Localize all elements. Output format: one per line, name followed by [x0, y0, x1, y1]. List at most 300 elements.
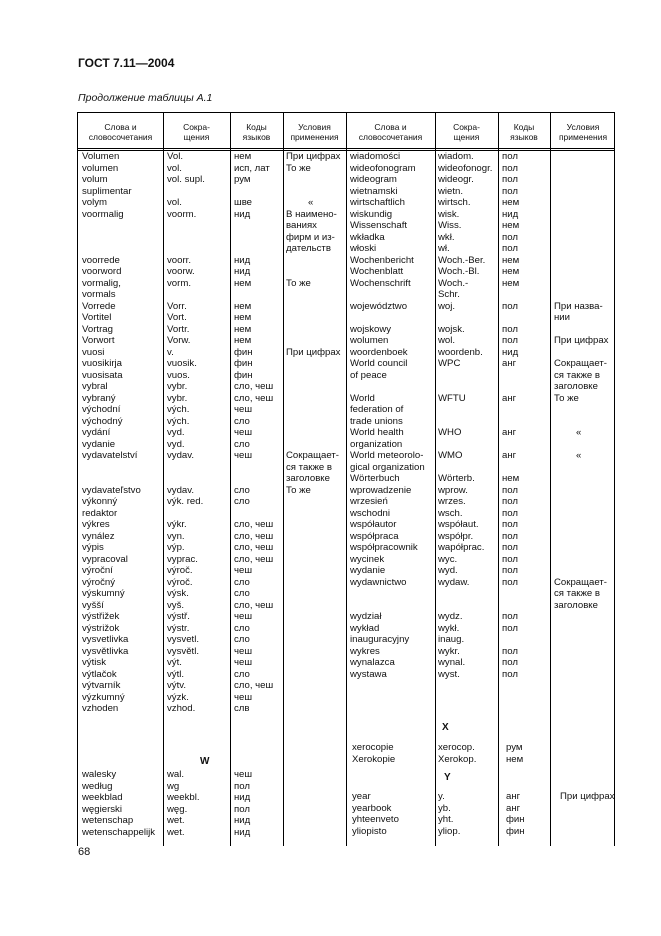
- left-cell-word: vynález: [82, 530, 115, 542]
- right-row: [346, 163, 616, 175]
- right-row: [346, 289, 616, 301]
- right-x-row: [346, 754, 616, 766]
- right-cell-abbr: wydaw.: [438, 576, 470, 588]
- left-cell-lang: нем: [234, 335, 252, 346]
- left-cell-abbr: výroč.: [167, 576, 193, 588]
- left-row: [78, 243, 346, 255]
- left-cell-abbr: vybr.: [167, 381, 188, 392]
- left-w-cell-word: weekblad: [82, 792, 123, 803]
- right-cell-abbr: wsch.: [438, 507, 463, 519]
- right-x-cell-lang: нем: [506, 753, 524, 765]
- right-cell-lang: нем: [502, 220, 520, 231]
- right-cell-lang: пол: [502, 530, 518, 542]
- left-row: [78, 577, 346, 589]
- left-cell-word: voorrede: [82, 254, 120, 266]
- right-cell-lang: пол: [502, 335, 518, 346]
- right-cell-cond: ся также в: [554, 588, 600, 599]
- left-cell-word: vypracoval: [82, 553, 128, 565]
- left-row: [78, 680, 346, 692]
- left-row: [78, 600, 346, 612]
- left-w-row: [78, 815, 346, 827]
- left-row: [78, 462, 346, 474]
- right-row: [346, 358, 616, 370]
- header-lang-right: Коды языков: [510, 121, 538, 142]
- page-number: 68: [78, 846, 91, 858]
- left-row: [78, 439, 346, 451]
- left-cell-word: výskumný: [82, 588, 125, 599]
- left-row: [78, 450, 346, 462]
- left-cell-word: vydání: [82, 427, 111, 438]
- right-cell-lang: пол: [502, 243, 518, 254]
- header-words-left: Слова и словосочетания: [88, 121, 153, 142]
- right-cell-abbr: Wiss.: [438, 220, 462, 231]
- left-cell-word: výroční: [82, 565, 113, 576]
- right-row: [346, 508, 616, 520]
- left-cell-word: výtisk: [82, 657, 106, 668]
- left-cell-word: výtlačok: [82, 668, 117, 680]
- right-row: [346, 588, 616, 600]
- right-cell-word: wycinek: [350, 553, 385, 565]
- section-letter-x: X: [442, 722, 449, 733]
- left-cell-word: výkres: [82, 519, 110, 530]
- right-cell-word: trade unions: [350, 415, 403, 427]
- left-cell-lang: сло: [234, 496, 250, 507]
- left-row: [78, 404, 346, 416]
- right-x-cell-word: xerocopie: [352, 742, 394, 753]
- left-cell-word: Vortrag: [82, 323, 113, 335]
- right-row: [346, 611, 616, 623]
- left-row: [78, 370, 346, 382]
- left-cell-word: vuosi: [82, 346, 105, 358]
- right-cell-word: współpraca: [350, 530, 399, 542]
- left-cell-lang: фин: [234, 369, 253, 381]
- left-row: [78, 542, 346, 554]
- section-letter-w: W: [200, 756, 210, 767]
- header-abbr-right: Сокра- щения: [453, 121, 480, 142]
- left-row: [78, 266, 346, 278]
- right-cell-lang: пол: [502, 565, 518, 576]
- left-cell-abbr: vol.: [167, 162, 182, 174]
- left-cell-lang: нем: [234, 151, 252, 162]
- right-cell-lang: пол: [502, 185, 518, 197]
- left-cell-word: výstřižek: [82, 611, 120, 622]
- right-cell-lang: пол: [502, 542, 518, 553]
- left-row: [78, 657, 346, 669]
- right-cell-word: wydział: [350, 611, 382, 622]
- right-x-cell-abbr: Xerokop.: [438, 753, 477, 765]
- left-cell-lang: чеш: [234, 611, 253, 622]
- left-row: [78, 289, 346, 301]
- right-cell-word: wkładka: [350, 231, 385, 243]
- left-row: [78, 324, 346, 336]
- left-cell-abbr: výzk.: [167, 691, 189, 703]
- right-cell-word: World health: [350, 427, 404, 438]
- right-y-row: [346, 803, 616, 815]
- left-cell-word: vormalig,: [82, 277, 121, 289]
- right-row: [346, 151, 616, 163]
- left-cell-word: východný: [82, 415, 123, 427]
- right-cell-abbr: wapółprac.: [438, 542, 485, 553]
- left-cell-abbr: voorr.: [167, 254, 191, 266]
- right-cell-lang: нид: [502, 346, 519, 358]
- right-row: [346, 427, 616, 439]
- left-w-cell-abbr: wal.: [167, 769, 185, 780]
- left-w-cell-word: wetenschappelijk: [82, 826, 156, 838]
- left-cell-abbr: vydav.: [167, 450, 195, 461]
- table-caption: Продолжение таблицы А.1: [78, 92, 213, 104]
- right-cell-word: Wissenschaft: [350, 220, 408, 231]
- left-cell-word: vydavateľstvo: [82, 484, 141, 496]
- left-cell-abbr: Vort.: [167, 312, 187, 323]
- right-cell-lang: нем: [502, 266, 520, 277]
- right-cell-abbr: WHO: [438, 427, 462, 438]
- left-cell-abbr: výk. red.: [167, 496, 204, 507]
- right-cell-word: gical organization: [350, 461, 425, 473]
- left-w-row: [78, 781, 346, 793]
- right-cell-word: wydanie: [350, 565, 386, 576]
- left-cell-cond: То же: [286, 277, 311, 289]
- right-cell-abbr: woordenb.: [438, 346, 483, 358]
- right-cell-word: wschodni: [350, 507, 390, 519]
- right-cell-lang: пол: [502, 174, 518, 185]
- right-cell-cond: «: [576, 427, 582, 438]
- left-cell-word: vuosisata: [82, 369, 123, 381]
- right-cell-word: wietnamski: [350, 185, 398, 197]
- right-cell-abbr: WFTU: [438, 392, 466, 404]
- left-cell-word: volum: [82, 174, 108, 185]
- right-cell-word: wystawa: [350, 668, 387, 680]
- left-cell-word: vzhoden: [82, 703, 119, 714]
- left-cell-lang: сло, чеш: [234, 680, 274, 691]
- right-cell-lang: анг: [502, 450, 517, 461]
- right-cell-word: inauguracyjny: [350, 634, 410, 645]
- left-cell-lang: нид: [234, 266, 251, 277]
- right-cell-abbr: wrzes.: [438, 496, 466, 507]
- right-cell-lang: анг: [502, 392, 517, 404]
- left-w-cell-abbr: węg.: [167, 803, 188, 815]
- left-w-row: [78, 827, 346, 839]
- right-cell-abbr: wkł.: [438, 231, 455, 243]
- left-cell-lang: сло, чеш: [234, 392, 274, 404]
- left-cell-cond: При цифрах: [286, 346, 341, 358]
- right-row: [346, 646, 616, 658]
- left-w-cell-abbr: wet.: [167, 815, 185, 826]
- left-w-row: [78, 792, 346, 804]
- left-cell-lang: фин: [234, 346, 253, 358]
- left-row: [78, 519, 346, 531]
- left-cell-abbr: výtl.: [167, 668, 185, 680]
- left-cell-abbr: výstr.: [167, 622, 190, 634]
- right-cell-abbr: inaug.: [438, 634, 465, 645]
- left-cell-word: výstrižok: [82, 622, 120, 634]
- document-code: ГОСТ 7.11—2004: [78, 56, 175, 70]
- left-cell-lang: исп, лат: [234, 162, 270, 174]
- left-cell-lang: шве: [234, 197, 253, 208]
- right-cell-abbr: wykł.: [438, 622, 460, 634]
- right-cell-abbr: WMO: [438, 450, 463, 461]
- left-row: [78, 427, 346, 439]
- left-cell-cond: ся также в: [286, 461, 332, 473]
- left-cell-word: Volumen: [82, 151, 120, 162]
- right-cell-word: Wochenschrift: [350, 277, 411, 289]
- right-cell-word: współpracownik: [350, 542, 418, 553]
- right-y-cell-lang: фин: [506, 814, 525, 825]
- right-cell-word: wykład: [350, 622, 380, 634]
- right-cell-abbr: wł.: [438, 243, 450, 254]
- right-row: [346, 542, 616, 554]
- left-row: [78, 669, 346, 681]
- right-row: [346, 197, 616, 209]
- right-cell-abbr: Woch.-Ber.: [438, 254, 486, 266]
- left-cell-lang: чеш: [234, 427, 253, 438]
- right-cell-abbr: Wörterb.: [438, 473, 475, 484]
- right-y-cell-lang: анг: [506, 802, 521, 814]
- left-row: [78, 163, 346, 175]
- right-cell-cond: При цифрах: [554, 335, 609, 346]
- left-row: [78, 381, 346, 393]
- left-cell-lang: чеш: [234, 657, 253, 668]
- left-cell-cond: фирм и из-: [286, 231, 335, 243]
- left-cell-lang: сло, чеш: [234, 381, 274, 392]
- right-y-cell-abbr: yliop.: [438, 825, 461, 837]
- left-cell-lang: сло, чеш: [234, 542, 274, 553]
- right-y-cell-lang: фин: [506, 825, 525, 837]
- left-cell-abbr: výp.: [167, 542, 185, 553]
- right-cell-lang: пол: [502, 300, 518, 312]
- left-cell-word: východní: [82, 404, 121, 415]
- left-row: [78, 232, 346, 244]
- right-cell-lang: нид: [502, 208, 519, 220]
- left-row: [78, 611, 346, 623]
- right-cell-lang: пол: [502, 668, 518, 680]
- left-cell-abbr: výsk.: [167, 588, 189, 599]
- right-cell-word: wojskowy: [350, 323, 392, 335]
- left-cell-word: výpis: [82, 542, 104, 553]
- left-cell-cond: «: [308, 197, 314, 208]
- left-cell-word: vysvetlivka: [82, 634, 129, 645]
- right-row: [346, 577, 616, 589]
- left-row: [78, 496, 346, 508]
- left-cell-lang: слв: [234, 703, 250, 714]
- right-cell-abbr: Schr.: [438, 289, 460, 300]
- right-cell-abbr: wyst.: [438, 668, 460, 680]
- left-row: [78, 174, 346, 186]
- right-cell-lang: нем: [502, 277, 520, 289]
- right-cell-cond: При назва-: [554, 300, 603, 312]
- left-w-cell-lang: пол: [234, 780, 250, 792]
- left-cell-lang: нем: [234, 312, 252, 323]
- right-y-row: [346, 814, 616, 826]
- right-cell-lang: пол: [502, 519, 518, 530]
- left-w-row: [78, 804, 346, 816]
- left-row: [78, 312, 346, 324]
- left-w-cell-lang: пол: [234, 803, 250, 815]
- right-cell-abbr: wynal.: [438, 657, 466, 668]
- left-cell-abbr: vyd.: [167, 427, 185, 438]
- right-cell-abbr: wydz.: [438, 611, 463, 622]
- left-w-row: [78, 769, 346, 781]
- right-row: [346, 554, 616, 566]
- header-abbr-left: Сокра- щения: [183, 121, 210, 142]
- left-row: [78, 531, 346, 543]
- left-cell-cond: заголовке: [286, 473, 330, 484]
- right-cell-abbr: wykr.: [438, 645, 460, 657]
- left-cell-lang: сло: [234, 668, 250, 680]
- left-cell-lang: сло: [234, 438, 250, 450]
- left-row: [78, 416, 346, 428]
- left-cell-cond: То же: [286, 162, 311, 174]
- right-row: [346, 531, 616, 543]
- right-cell-abbr: współaut.: [438, 519, 479, 530]
- right-cell-lang: нем: [502, 473, 520, 484]
- left-cell-abbr: v.: [167, 346, 174, 358]
- left-cell-abbr: voorw.: [167, 266, 195, 277]
- right-cell-cond: Сокращает-: [554, 576, 607, 588]
- right-cell-word: wirtschaftlich: [350, 197, 405, 208]
- left-cell-abbr: vysvetl.: [167, 634, 199, 645]
- right-cell-word: World council: [350, 358, 408, 369]
- left-cell-word: volym: [82, 197, 108, 208]
- left-cell-word: výzkumný: [82, 691, 125, 703]
- right-cell-cond: Сокращает-: [554, 358, 607, 369]
- left-cell-lang: сло: [234, 634, 250, 645]
- right-cell-cond: заголовке: [554, 599, 598, 611]
- right-cell-lang: анг: [502, 358, 517, 369]
- right-y-cell-abbr: yb.: [438, 802, 451, 814]
- left-cell-word: vybral: [82, 381, 108, 392]
- right-row: [346, 450, 616, 462]
- left-cell-lang: сло: [234, 588, 250, 599]
- right-x-row: [346, 742, 616, 754]
- left-cell-lang: сло, чеш: [234, 599, 274, 611]
- right-row: [346, 623, 616, 635]
- right-cell-word: Wörterbuch: [350, 473, 400, 484]
- left-cell-lang: чеш: [234, 645, 253, 657]
- left-w-cell-word: według: [82, 780, 113, 792]
- left-cell-abbr: výtv.: [167, 680, 187, 691]
- right-cell-word: Wochenblatt: [350, 266, 404, 277]
- right-row: [346, 600, 616, 612]
- right-y-row: [346, 826, 616, 838]
- right-x-cell-lang: рум: [506, 742, 523, 753]
- left-row: [78, 554, 346, 566]
- left-cell-word: vormals: [82, 289, 116, 300]
- right-cell-word: wykres: [350, 645, 380, 657]
- right-row: [346, 657, 616, 669]
- right-cell-abbr: wiadom.: [438, 151, 474, 162]
- right-cell-word: World meteorolo-: [350, 450, 424, 461]
- right-row: [346, 220, 616, 232]
- left-row: [78, 335, 346, 347]
- left-row: [78, 692, 346, 704]
- right-cell-abbr: wisk.: [438, 208, 460, 220]
- left-cell-word: vybraný: [82, 392, 116, 404]
- left-cell-abbr: výstř.: [167, 611, 190, 622]
- right-row: [346, 669, 616, 681]
- right-cell-lang: пол: [502, 645, 518, 657]
- left-w-cell-abbr: wg: [167, 780, 180, 792]
- right-cell-word: woordenboek: [350, 346, 408, 358]
- right-cell-cond: ся также в: [554, 369, 600, 381]
- right-cell-abbr: wyc.: [438, 553, 458, 565]
- right-cell-word: wideogram: [350, 174, 397, 185]
- left-cell-word: vydavatelství: [82, 450, 138, 461]
- left-cell-lang: нем: [234, 277, 252, 289]
- right-cell-abbr: wideofonogr.: [438, 162, 493, 174]
- left-cell-lang: сло, чеш: [234, 553, 274, 565]
- left-cell-word: suplimentar: [82, 185, 132, 197]
- right-cell-word: World: [350, 392, 375, 404]
- right-cell-abbr: wirtsch.: [438, 197, 471, 208]
- left-cell-lang: сло: [234, 484, 250, 496]
- right-cell-lang: пол: [502, 576, 518, 588]
- right-row: [346, 266, 616, 278]
- right-cell-lang: нем: [502, 254, 520, 266]
- right-cell-lang: пол: [502, 507, 518, 519]
- left-cell-lang: сло, чеш: [234, 530, 274, 542]
- left-row: [78, 209, 346, 221]
- right-row: [346, 301, 616, 313]
- left-cell-abbr: vuos.: [167, 369, 190, 381]
- left-cell-word: Vorwort: [82, 335, 115, 346]
- left-cell-cond: Сокращает-: [286, 450, 339, 461]
- right-cell-word: Wochenbericht: [350, 254, 414, 266]
- left-cell-word: voormalig: [82, 208, 124, 220]
- right-row: [346, 335, 616, 347]
- right-y-cell-cond: При цифрах: [560, 791, 615, 802]
- left-row: [78, 358, 346, 370]
- right-row: [346, 462, 616, 474]
- header-cond-right: Условия применения: [558, 121, 608, 142]
- left-row: [78, 565, 346, 577]
- right-x-cell-word: Xerokopie: [352, 753, 396, 765]
- right-cell-abbr: wyd.: [438, 565, 458, 576]
- left-cell-abbr: vyprac.: [167, 553, 198, 565]
- right-row: [346, 186, 616, 198]
- right-cell-abbr: WPC: [438, 358, 461, 369]
- right-cell-cond: То же: [554, 392, 579, 404]
- left-cell-abbr: vyn.: [167, 530, 185, 542]
- right-row: [346, 209, 616, 221]
- left-cell-word: volumen: [82, 162, 119, 174]
- right-y-cell-lang: анг: [506, 791, 521, 802]
- left-row: [78, 393, 346, 405]
- left-cell-lang: нид: [234, 254, 251, 266]
- right-cell-lang: пол: [502, 553, 518, 565]
- right-cell-word: wiadomości: [350, 151, 401, 162]
- left-row: [78, 151, 346, 163]
- left-cell-word: Vorrede: [82, 300, 116, 312]
- left-cell-abbr: Vortr.: [167, 323, 190, 335]
- left-cell-word: vuosikirja: [82, 358, 122, 369]
- left-row: [78, 646, 346, 658]
- right-y-cell-abbr: y.: [438, 791, 445, 802]
- left-row: [78, 485, 346, 497]
- left-cell-abbr: vol.: [167, 197, 182, 208]
- right-y-cell-word: yliopisto: [352, 825, 387, 837]
- left-row: [78, 301, 346, 313]
- right-cell-lang: пол: [502, 496, 518, 507]
- left-cell-word: vydanie: [82, 438, 116, 450]
- right-cell-abbr: Woch.-: [438, 277, 469, 289]
- right-cell-lang: пол: [502, 231, 518, 243]
- left-w-cell-abbr: weekbl.: [167, 792, 200, 803]
- left-cell-word: výkonný: [82, 496, 118, 507]
- right-y-cell-word: yearbook: [352, 802, 392, 814]
- right-row: [346, 565, 616, 577]
- right-cell-word: federation of: [350, 404, 404, 415]
- left-row: [78, 588, 346, 600]
